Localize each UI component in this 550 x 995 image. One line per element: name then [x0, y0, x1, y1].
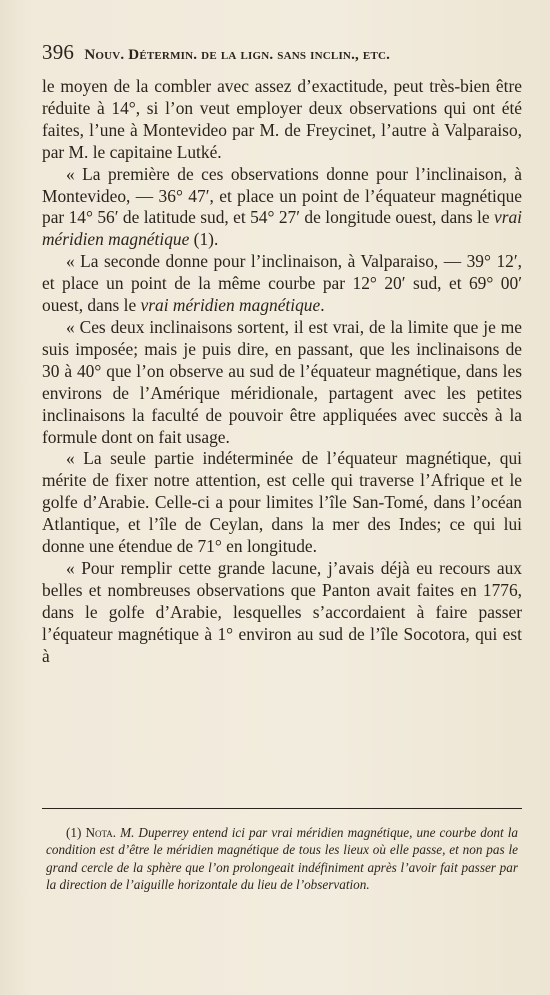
paragraph-2-italic: vrai méridien magnétique	[42, 207, 522, 250]
footnote-marker: (1)	[66, 825, 86, 840]
footnote	[46, 824, 518, 894]
paragraph-4: « Ces deux inclinaisons sortent, il est vrai, de la limite que je me suis imposée; mais je puis dire, en passant, que les inclinaisons de 30 à 40° que l’on observe au sud de l’équateur magnétique, dans les environs de l’Amérique méridionale, partagent avec les petites inclinaisons la faculté de pouvoir être appliquées avec succès à la formule dont on fait usage.	[42, 316, 522, 447]
footnote-tag: Nota.	[85, 825, 117, 840]
paragraph-2-text: « La première de ces observations donne pour l’inclinaison, à Montevideo, — 36° 47′, et place un point de l’équateur magnétique par 14° 56′ de latitude sud, et 54° 27′ de longitude ouest, dans le	[42, 163, 522, 228]
paragraph-3-italic: vrai méridien magnétique	[140, 295, 321, 316]
paragraph-3-end: .	[320, 295, 325, 316]
paragraph-1: le moyen de la combler avec assez d’exactitude, peut très-bien être réduite à 14°, si l’on veut employer deux observations qui ont été faites, l’une à Montevideo par M. de Freycinet, l’autre à Valparaiso, par M. le capitaine Lutké.	[42, 76, 522, 162]
footnote-rule	[42, 808, 522, 809]
paragraph-6: « Pour remplir cette grande lacune, j’avais déjà eu recours aux belles et nombreuses observations que Panton avait faites en 1776, dans le golfe d’Arabie, lesquelles s’accordaient à faire passer l’équateur magnétique à 1° environ au sud de l’île Socotora, qui est à	[42, 557, 522, 666]
running-header	[42, 40, 522, 65]
paragraph-3	[42, 251, 522, 317]
footnote-text: M. Duperrey entend ici par vrai méridien magnétique, une courbe dont la condition est d’être le méridien magnétique de tous les lieux où elle passe, et non pas le grand cercle de la sphère que l’on prolongeait indéfiniment après l’avoir fait passer par la direction de l’aiguille horizontale du lieu de l’observation.	[46, 825, 518, 893]
paragraph-3-text: « La seconde donne pour l’inclinaison, à Valparaiso, — 39° 12′, et place un point de la même courbe par 12° 20′ sud, et 69° 00′ ouest, dans le	[42, 251, 522, 316]
paragraph-2	[42, 164, 522, 252]
running-title: Nouv. Détermin. de la lign. sans inclin., etc.	[84, 47, 391, 63]
page-number: 396	[42, 40, 75, 64]
paragraph-2-end: (1).	[189, 229, 219, 250]
paragraph-5: « La seule partie indéterminée de l’équateur magnétique, qui mérite de fixer notre attention, est celle qui traverse l’Afrique et le golfe d’Arabie. Celle-ci a pour limites l’île San-Tomé, dans l’océan Atlantique, et l’île de Ceylan, dans la mer des Indes; ce qui lui donne une étendue de 71° en longitude.	[42, 448, 522, 557]
main-text	[42, 76, 522, 667]
